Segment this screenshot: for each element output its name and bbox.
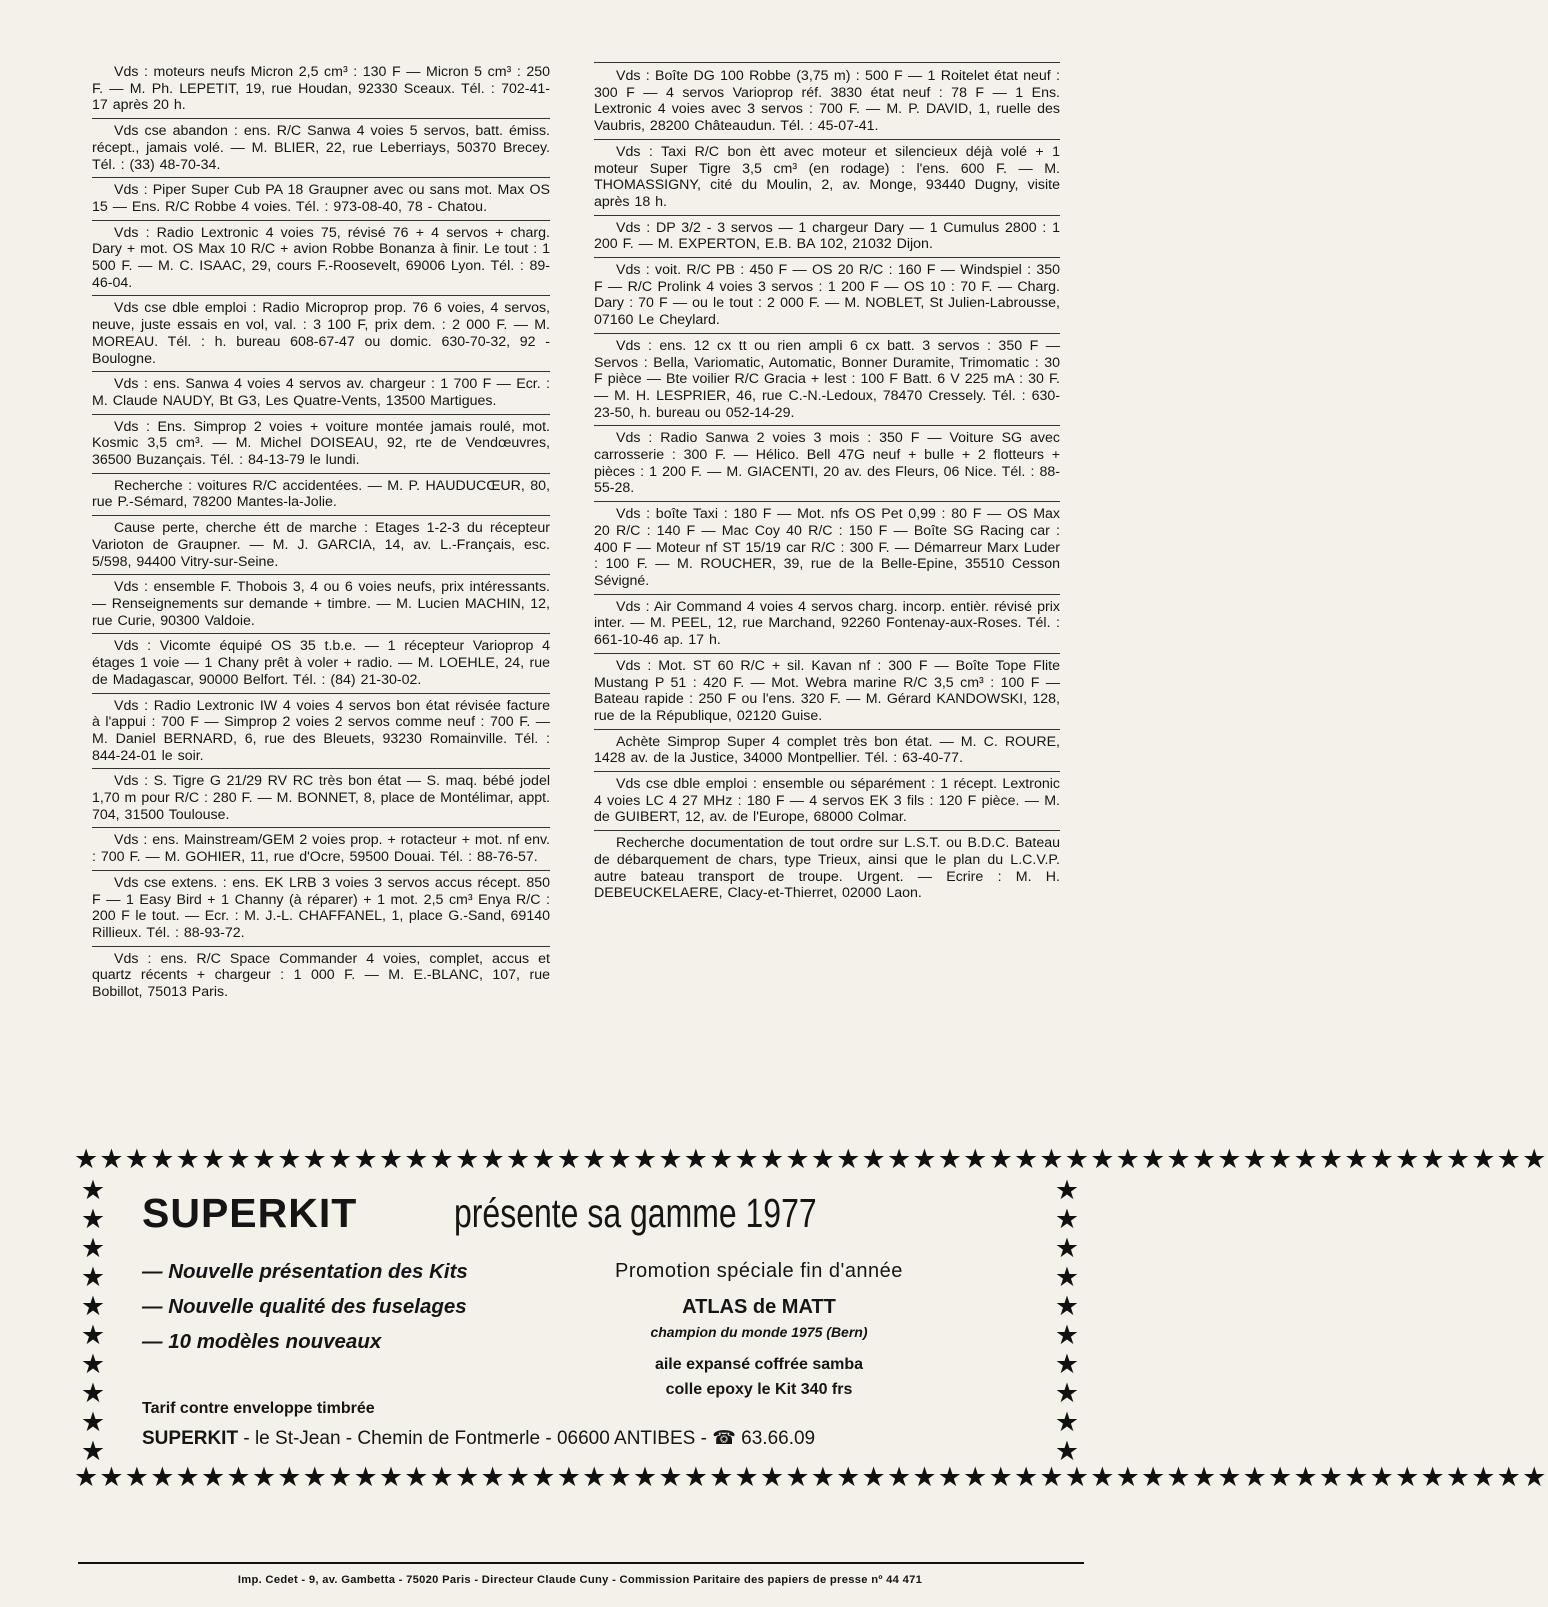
tarif-note: Tarif contre enveloppe timbrée	[142, 1400, 375, 1417]
address-text: - le St-Jean - Chemin de Fontmerle - 06600 ANTIBES - ☎ 63.66.09	[238, 1428, 816, 1449]
classifieds-right-column	[594, 62, 1060, 906]
address-line	[142, 1427, 815, 1450]
classified-ad: Vds : voit. R/C PB : 450 F — OS 20 R/C : 160 F — Windspiel : 350 F — R/C Prolink 4 voies 3 servos : 1 200 F — OS 10 : 70 F. — Charg. Dary : 70 F — ou le tout : 2 000 F. — M. NOBLET, St Julien-Labrousse, 07160 Le Cheylard.	[594, 257, 1060, 333]
model-description: aile expansé coffrée samba	[654, 1356, 864, 1373]
classified-ad: Vds : moteurs neufs Micron 2,5 cm³ : 130 F — Micron 5 cm³ : 250 F. — M. Ph. LEPETIT, 19, rue Houdan, 92330 Sceaux. Tél. : 702-41-17 après 20 h.	[92, 64, 550, 114]
star-border-right: ★ ★ ★ ★ ★ ★ ★ ★ ★ ★	[1054, 1175, 1080, 1466]
classified-ad: Vds cse abandon : ens. R/C Sanwa 4 voies 5 servos, batt. émiss. récept., jamais volé. — M. BLIER, 22, rue Leberriays, 50370 Brecey. Tél. : (33) 48-70-34.	[92, 118, 550, 177]
feature-line: — Nouvelle qualité des fuselages	[142, 1295, 467, 1318]
classified-ad: Vds : Vicomte équipé OS 35 t.b.e. — 1 récepteur Varioprop 4 étages 1 voie — 1 Chany prêt à voler + radio. — M. LOEHLE, 24, rue de Madagascar, 90000 Belfort. Tél. : (84) 21-30-02.	[92, 633, 550, 692]
classified-ad: Vds : Boîte DG 100 Robbe (3,75 m) : 500 F — 1 Roitelet état neuf : 300 F — 4 servos Varioprop réf. 3830 état neuf : 78 F — 1 Ens. Lextronic 4 voies avec 3 servos : 700 F. — M. P. DAVID, 1, ruelle des Vaubris, 28200 Châteaudun. Tél. : 45-07-41.	[594, 62, 1060, 139]
footer-divider	[78, 1562, 1084, 1564]
star-border-left: ★ ★ ★ ★ ★ ★ ★ ★ ★ ★	[80, 1175, 106, 1466]
imprint-line: Imp. Cedet - 9, av. Gambetta - 75020 Paris - Directeur Claude Cuny - Commission Paritaire des papiers de presse nº 44 471	[237, 1574, 923, 1586]
classified-ad: Vds : Radio Lextronic 4 voies 75, révisé 76 + 4 servos + charg. Dary + mot. OS Max 10 R/C + avion Robbe Bonanza à finir. Le tout : 1 500 F. — M. C. ISAAC, 29, cours F.-Roosevelt, 69006 Lyon. Tél. : 89-46-04.	[92, 220, 550, 296]
classified-ad: Vds : ens. Mainstream/GEM 2 voies prop. + rotacteur + mot. nf env. : 700 F. — M. GOHIER, 11, rue d'Ocre, 59500 Douai. Tél. : 88-76-57.	[92, 827, 550, 869]
headline: présente sa gamme 1977	[454, 1190, 817, 1236]
classified-ad: Vds : Piper Super Cub PA 18 Graupner avec ou sans mot. Max OS 15 — Ens. R/C Robbe 4 voies. Tél. : 973-08-40, 78 - Chatou.	[92, 177, 550, 219]
classified-ad: Vds : boîte Taxi : 180 F — Mot. nfs OS Pet 0,99 : 80 F — OS Max 20 R/C : 140 F — Mac Coy 40 R/C : 150 F — Boîte SG Racing car : 400 F — Moteur nf ST 15/19 car R/C : 300 F. — Démarreur Marx Luder : 100 F. — M. ROUCHER, 39, rue de la Belle-Epine, 35510 Cesson Sévigné.	[594, 501, 1060, 594]
classified-ad: Vds : Taxi R/C bon ètt avec moteur et silencieux déjà volé + 1 moteur Super Tigre 3,5 cm³ (en rodage) : l'ens. 600 F. — M. THOMASSIGNY, cité du Moulin, 2, av. Monge, 93440 Dugny, visite après 18 h.	[594, 139, 1060, 215]
classified-ad: Vds : ens. 12 cx tt ou rien ampli 6 cx batt. 3 servos : 350 F — Servos : Bella, Variomatic, Automatic, Bonner Duramite, Trimomatic : 30 F pièce — Bte voilier R/C Gracia + lest : 100 F Batt. 6 V 225 mA : 30 F. — M. H. LESPRIER, 46, rue C.-N.-Ledoux, 78470 Cressely. Tél. : 630-23-50, h. bureau ou 052-14-29.	[594, 333, 1060, 426]
classified-ad: Vds : Air Command 4 voies 4 servos charg. incorp. entièr. révisé prix inter. — M. PEEL, 12, rue Marchand, 92260 Fontenay-aux-Roses. Tél. : 661-10-46 ap. 17 h.	[594, 594, 1060, 653]
classified-ad: Vds cse dble emploi : Radio Microprop prop. 76 6 voies, 4 servos, neuve, juste essais en vol, val. : 3 100 F, prix dem. : 2 000 F. — M. MOREAU. Tél. : h. bureau 608-67-47 ou domic. 630-70-32, 92 - Boulogne.	[92, 295, 550, 371]
classified-ad: Vds : Mot. ST 60 R/C + sil. Kavan nf : 300 F — Boîte Tope Flite Mustang P 51 : 420 F. — Mot. Webra marine R/C 3,5 cm³ : 100 F — Bateau rapide : 250 F ou l'ens. 320 F. — M. Gérard KANDOWSKI, 128, rue de la République, 02120 Guise.	[594, 653, 1060, 729]
promotion-title: Promotion spéciale fin d'année	[615, 1260, 903, 1282]
superkit-advertisement	[74, 1144, 1548, 1492]
brand-title: SUPERKIT	[142, 1190, 358, 1236]
champion-note: champion du monde 1975 (Bern)	[650, 1324, 868, 1340]
classified-ad: Vds : S. Tigre G 21/29 RV RC très bon état — S. maq. bébé jodel 1,70 m pour R/C : 280 F. — M. BONNET, 8, place de Montélimar, appt. 704, 31500 Toulouse.	[92, 768, 550, 827]
classified-ad: Vds : Ens. Simprop 2 voies + voiture montée jamais roulé, mot. Kosmic 3,5 cm³. — M. Michel DOISEAU, 92, rte de Vendœuvres, 36500 Buzançais. Tél. : 84-13-79 le lundi.	[92, 414, 550, 473]
feature-line: — 10 modèles nouveaux	[142, 1330, 382, 1353]
classified-ad: Vds cse dble emploi : ensemble ou séparément : 1 récept. Lextronic 4 voies LC 4 27 MHz : 180 F — 4 servos EK 3 fils : 120 F pièce. — M. de GUIBERT, 12, av. de l'Europe, 68000 Colmar.	[594, 771, 1060, 830]
classified-ad: Vds : DP 3/2 - 3 servos — 1 chargeur Dary — 1 Cumulus 2800 : 1 200 F. — M. EXPERTON, E.B. BA 102, 21032 Dijon.	[594, 215, 1060, 257]
star-border-bottom: ★★★★★★★★★★★★★★★★★★★★★★★★★★★★★★★★★★★★★★★★★★★★★★★★★★★★★★★★★★	[74, 1462, 1548, 1492]
address-brand: SUPERKIT	[142, 1428, 239, 1449]
classified-ad: Vds : Radio Lextronic IW 4 voies 4 servos bon état révisée facture à l'appui : 700 F — Simprop 2 voies 2 servos comme neuf : 700 F. — M. Daniel BERNARD, 6, rue des Bleuets, 93230 Romainville. Tél. : 844-24-01 le soir.	[92, 693, 550, 769]
classifieds-left-column	[92, 62, 550, 1005]
model-name: ATLAS de MATT	[682, 1296, 836, 1318]
feature-line: — Nouvelle présentation des Kits	[142, 1260, 468, 1283]
classified-ad: Vds : Radio Sanwa 2 voies 3 mois : 350 F — Voiture SG avec carrosserie : 300 F. — Hélico. Bell 47G neuf + bulle + 2 flotteurs + pièces : 1 200 F. — M. GIACENTI, 20 av. des Fleurs, 06 Nice. Tél. : 88-55-28.	[594, 425, 1060, 501]
classified-ad: Achète Simprop Super 4 complet très bon état. — M. C. ROURE, 1428 av. de la Justice, 34000 Montpellier. Tél. : 63-40-77.	[594, 729, 1060, 771]
classified-ad: Recherche : voitures R/C accidentées. — M. P. HAUDUCŒUR, 80, rue P.-Sémard, 78200 Mantes-la-Jolie.	[92, 473, 550, 515]
classified-ad: Vds cse extens. : ens. EK LRB 3 voies 3 servos accus récept. 850 F — 1 Easy Bird + 1 Channy (à réparer) + 1 mot. 2,5 cm³ Enya R/C : 200 F le tout. — Ecr. : M. J.-L. CHAFFANEL, 1, place G.-Sand, 69140 Rillieux. Tél. : 88-93-72.	[92, 870, 550, 946]
classified-ad: Cause perte, cherche étt de marche : Etages 1-2-3 du récepteur Varioton de Graupner. — M. J. GARCIA, 14, av. L.-Français, esc. 5/598, 94400 Vitry-sur-Seine.	[92, 515, 550, 574]
classified-ad: Vds : ens. R/C Space Commander 4 voies, complet, accus et quartz récents + chargeur : 1 000 F. — M. E.-BLANC, 107, rue Bobillot, 75013 Paris.	[92, 946, 550, 1005]
classified-ad: Recherche documentation de tout ordre sur L.S.T. ou B.D.C. Bateau de débarquement de chars, type Trieux, ainsi que le plan du L.C.V.P. autre bateau transport de troupe. Urgent. — Ecrire : M. H. DEBEUCKELAERE, Clacy-et-Thierret, 02000 Laon.	[594, 830, 1060, 906]
model-price: colle epoxy le Kit 340 frs	[665, 1381, 853, 1398]
classified-ad: Vds : ens. Sanwa 4 voies 4 servos av. chargeur : 1 700 F — Ecr. : M. Claude NAUDY, Bt G3, Les Quatre-Vents, 13500 Martigues.	[92, 371, 550, 413]
classified-ad: Vds : ensemble F. Thobois 3, 4 ou 6 voies neufs, prix intéressants. — Renseignements sur demande + timbre. — M. Lucien MACHIN, 12, rue Curie, 90300 Valdoie.	[92, 574, 550, 633]
star-border-top: ★★★★★★★★★★★★★★★★★★★★★★★★★★★★★★★★★★★★★★★★★★★★★★★★★★★★★★★★★★	[74, 1144, 1548, 1174]
